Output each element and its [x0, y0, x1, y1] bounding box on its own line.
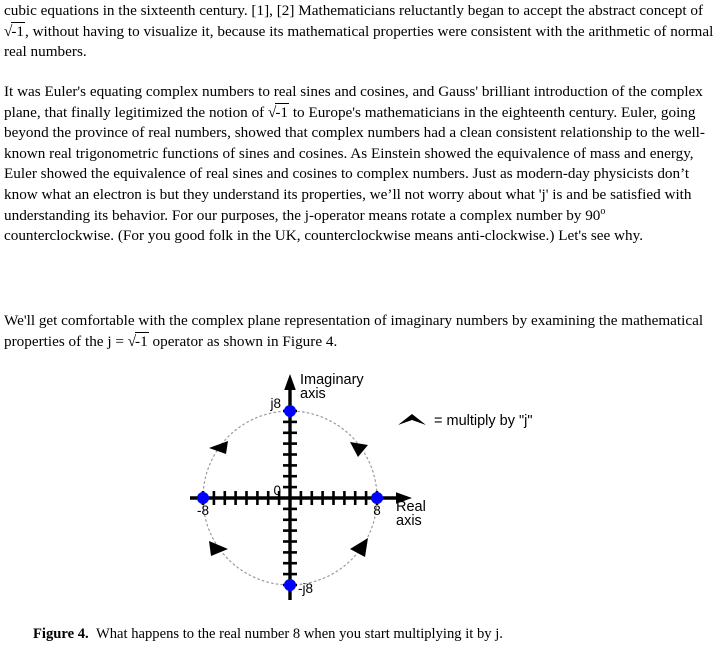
- origin-label: 0: [273, 483, 281, 498]
- paragraph-1-text-b: , without having to visualize it, because its mathematical properties were consistent with the arithmetic of normal real numbers.: [4, 22, 714, 61]
- rotation-arrowhead-icon: [209, 541, 228, 556]
- figure-4-complex-plane: [0, 362, 720, 612]
- paragraph-2-text-a: It was Euler's equating complex numbers to real sines and cosines, and Gauss' brilliant introduction of the complex plane, that finally legitimized the notion of: [4, 83, 703, 121]
- label-neg-j8: -j8: [298, 581, 314, 596]
- degree-symbol: o: [600, 205, 606, 217]
- imaginary-axis-label-line2: axis: [300, 386, 326, 402]
- legend-text: = multiply by "j": [434, 413, 533, 429]
- rotation-arrowhead-icon: [350, 538, 368, 557]
- label-neg-8: -8: [196, 503, 210, 518]
- rotation-arrowhead-icon: [209, 441, 228, 454]
- paragraph-2: [4, 82, 716, 247]
- imaginary-axis-label-line1: Imaginary: [300, 372, 364, 388]
- figure-legend: [398, 413, 533, 429]
- paragraph-1: [4, 1, 716, 63]
- sqrt-expression: [128, 333, 149, 350]
- radical-sign: √: [4, 22, 13, 40]
- paragraph-3-text-b: operator as shown in Figure 4.: [148, 332, 338, 350]
- figure-caption-label: Figure 4.: [33, 626, 89, 642]
- label-j8: j8: [270, 396, 281, 411]
- figure-caption-text: What happens to the real number 8 when you start multiplying it by j.: [95, 626, 503, 642]
- paragraph-1-text-a: cubic equations in the sixteenth century. [1], [2] Mathematicians reluctantly began to accept the abstract concept of: [4, 2, 704, 19]
- paragraph-3: [4, 311, 716, 352]
- radicand: -1: [135, 332, 148, 350]
- point-negj8: [284, 579, 296, 591]
- figure-caption: [33, 625, 713, 644]
- point-j8: [284, 405, 296, 417]
- radicand: -1: [275, 103, 289, 121]
- real-axis-label-line2: axis: [396, 513, 422, 529]
- label-8: 8: [373, 503, 381, 518]
- legend-arrowhead-icon: [398, 414, 426, 425]
- paragraph-2-text-b: to Europe's mathematicians in the eighteenth century. Euler, going beyond the province of real numbers, showed that complex numbers had a clean consistent relationship to the well-known real trigonometric functions of sines and cosines. As Einstein showed the equivalence of mass and energy, Euler showed the equivalence of real sines and cosines to complex numbers. Just as modern-day physicists don’t know what an electron is but they understand its properties, we’ll not worry about what 'j' is and be satisfied with understanding its behavior. For our purposes, the j-operator means rotate a complex number by 90: [4, 103, 705, 224]
- radical-sign: √: [127, 332, 137, 350]
- sqrt-expression: [268, 104, 289, 121]
- real-axis-label-line1: Real: [396, 499, 426, 515]
- paragraph-3-text-a: We'll get comfortable with the complex plane representation of imaginary numbers by examining the mathematical properties of the j =: [4, 312, 704, 350]
- sqrt-expression: [4, 23, 25, 40]
- radical-sign: √: [268, 103, 277, 121]
- radicand: -1: [11, 22, 24, 40]
- paragraph-2-text-c: counterclockwise. (For you good folk in the UK, counterclockwise means anti-clockwise.) Let's see why.: [4, 227, 644, 245]
